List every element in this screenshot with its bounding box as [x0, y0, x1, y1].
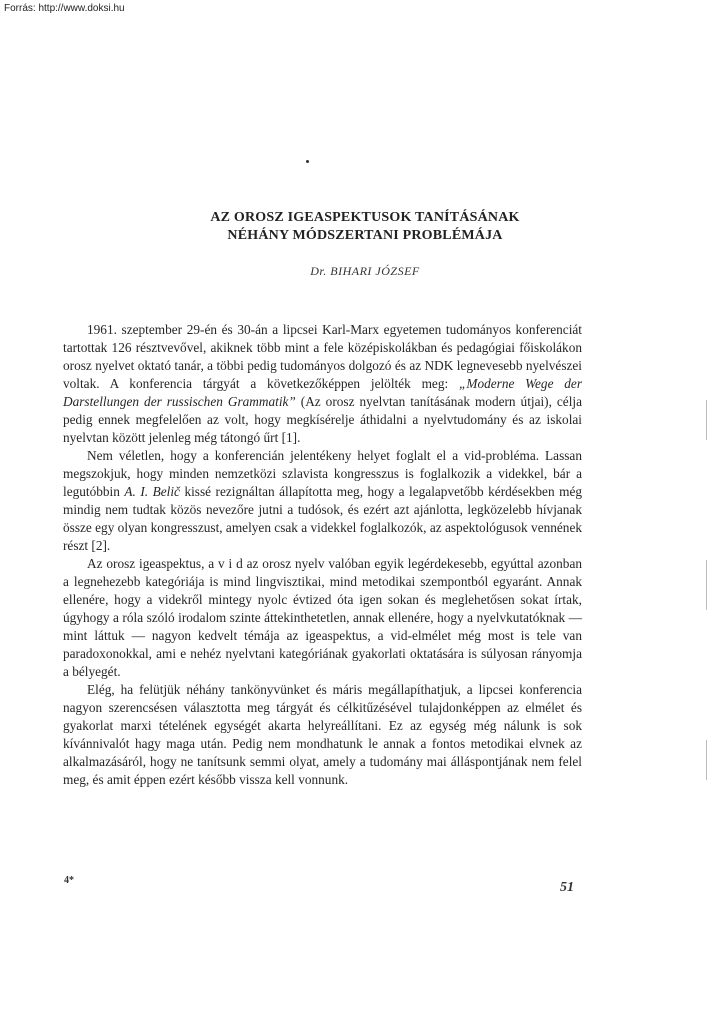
author: Dr. BIHARI JÓZSEF [310, 264, 420, 278]
scan-dot [306, 160, 309, 163]
signature-mark: 4* [64, 875, 74, 886]
title-line-2: NÉHÁNY MÓDSZERTANI PROBLÉMÁJA [227, 228, 503, 243]
page-number: 51 [560, 880, 574, 895]
scan-edge-line [706, 740, 707, 780]
source-label: Forrás: http://www.doksi.hu [4, 3, 125, 14]
title-line-1: AZ OROSZ IGEASPEKTUSOK TANÍTÁSÁNAK [210, 210, 520, 225]
paragraph-3: Az orosz igeaspektus, a v i d az orosz nyelv valóban egyik legérdekesebb, egyúttal azonban a legnehezebb kategóriája is mind lingvisztikai, mind metodikai szempontból egyaránt. Annak ellenére, hogy a videkről mintegy nyolc évtized óta igen sokan és meglehetősen sokat írtak, úgyhogy a róla szóló irodalom szinte áttekinthetetlen, annak ellenére, hogy a nyelvkutatóknak — mint láttuk — nagyon kedvelt témája az igeaspektus, a vid-elmélet még most is tele van paradoxonokkal, ami e nehéz nyelvtani kategóriának gyakorlati oktatására is súlyosan rányomja a bélyegét. [63, 556, 582, 679]
paragraph-1: 1961. szeptember 29-én és 30-án a lipcsei Karl-Marx egyetemen tudományos konferenciát tartottak 126 résztvevővel, akiknek több mint a fele középiskolákban és pedagógiai főiskolákon orosz nyelvet oktató tanár, a többi pedig tudományos dolgozó és az NDK legnevesebb nyelvészei voltak. A konferencia tárgyát a következőképpen jelölték meg: „Moderne Wege der Darstellungen der russischen Grammatik” (Az orosz nyelvtan tanításának modern útjai), célja pedig ennek megfelelően az volt, hogy megkísérelje áthidalni a nyelvtudomány és az iskolai nyelvtan között jelenleg még tátongó űrt [1]. [63, 322, 583, 445]
article-title [60, 209, 670, 245]
article-body [63, 321, 582, 789]
scan-edge-line [706, 400, 707, 440]
paragraph-4: Elég, ha felütjük néhány tankönyvünket és máris megállapíthatjuk, a lipcsei konferencia nagyon szerencsésen választotta meg tárgyát és célkitűzésével tulajdonképpen az elmélet és gyakorlat marxi tételének egységét akarta helyreállítani. Ez az egység még nálunk is sok kívánnivalót hagy maga után. Pedig nem mondhatunk le annak a fontos metodikai elvnek az alkalmazásáról, hogy ne tanítsunk semmi olyat, amely a tudomány mai álláspontjának nem felel meg, és amit éppen ezért később vissza kell vonnunk. [63, 682, 582, 787]
scan-edge-line [706, 560, 707, 610]
paragraph-2: Nem véletlen, hogy a konferencián jelentékeny helyet foglalt el a vid-probléma. Lassan megszokjuk, hogy minden nemzetközi szlavista kongresszus is foglalkozik a videkkel, bár a legutóbbin A. I. Belič kissé rezignáltan állapította meg, hogy a legalapvetőbb kérdésekben még mindig nem tudtak közös nevezőre jutni a tudósok, és ezért azt ajánlotta, legközelebb hívjanak össze egy olyan kongresszust, amelyen csak a videkkel foglalkozók, az aspektológusok vennének részt [2]. [63, 448, 582, 553]
